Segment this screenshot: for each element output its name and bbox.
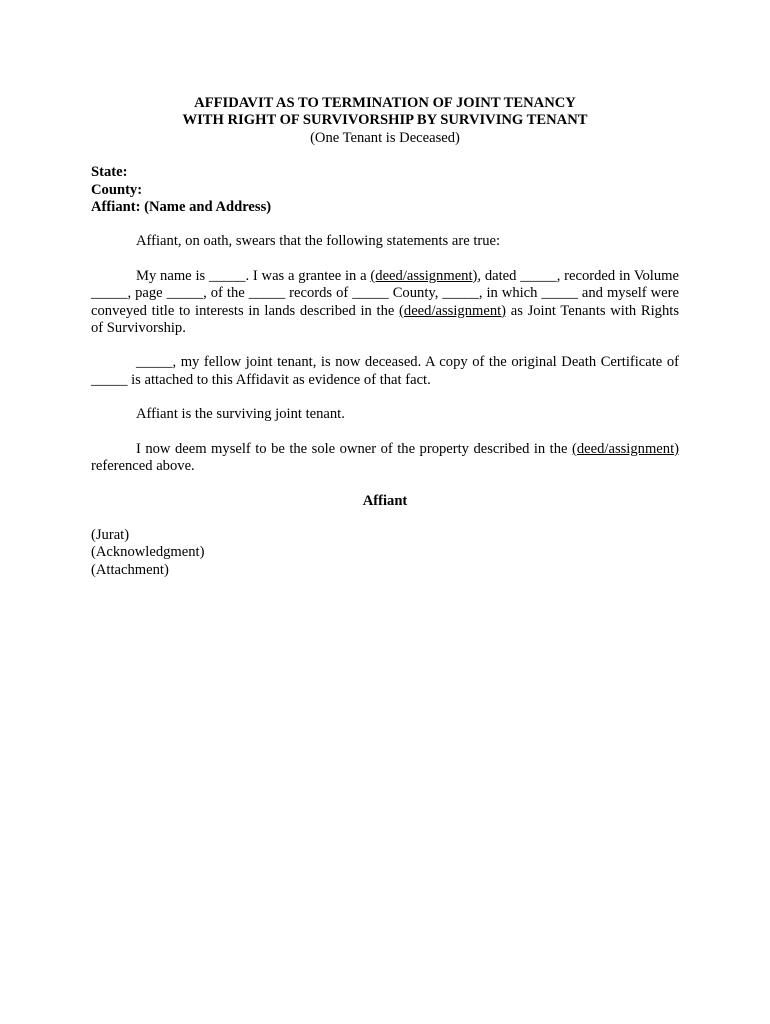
header-fields (91, 164, 679, 216)
attachment-note: (Attachment) (91, 561, 169, 578)
jurat-note: (Jurat) (91, 526, 130, 543)
grantee-text-1: My name is _____. I was a grantee in a (136, 267, 371, 284)
county-field: County: (91, 181, 143, 198)
grantee-text-3: as Joint Tenants with Rights of Survivorship. (91, 302, 679, 337)
sole-owner-text-2: referenced above. (91, 458, 195, 475)
affiant-signature-label: Affiant (362, 492, 408, 509)
sole-owner-paragraph (91, 441, 679, 476)
deceased-paragraph: _____, my fellow joint tenant, is now deceased. A copy of the original Death Certificate of _____ is attached to this Affidavit as evidence of that fact. (91, 354, 679, 388)
document-title-block (91, 95, 679, 147)
intro-paragraph: Affiant, on oath, swears that the following statements are true: (136, 233, 501, 250)
surviving-tenant-paragraph: Affiant is the surviving joint tenant. (136, 406, 345, 423)
grantee-text-2: , dated _____, recorded in Volume _____, page _____, of the _____ records of _____ County, _____, in which _____ and myself were conveyed title to interests in lands described in the (91, 267, 679, 319)
state-field: State: (91, 164, 128, 181)
grantee-paragraph (91, 268, 679, 338)
deed-assignment-link-3: (deed/assignment) (572, 440, 679, 457)
document-title-line-2: WITH RIGHT OF SURVIVORSHIP BY SURVIVING TENANT (182, 112, 588, 129)
deed-assignment-link-2: (deed/assignment) (399, 302, 507, 319)
document-notes (91, 527, 679, 579)
document-page (91, 95, 679, 579)
deed-assignment-link-1: (deed/assignment) (370, 267, 478, 284)
acknowledgment-note: (Acknowledgment) (91, 544, 205, 561)
affiant-field: Affiant: (Name and Address) (91, 199, 272, 216)
document-title-line-1: AFFIDAVIT AS TO TERMINATION OF JOINT TENANCY (194, 95, 576, 111)
sole-owner-text-1: I now deem myself to be the sole owner of the property described in the (136, 440, 572, 457)
document-subtitle: (One Tenant is Deceased) (310, 129, 460, 146)
